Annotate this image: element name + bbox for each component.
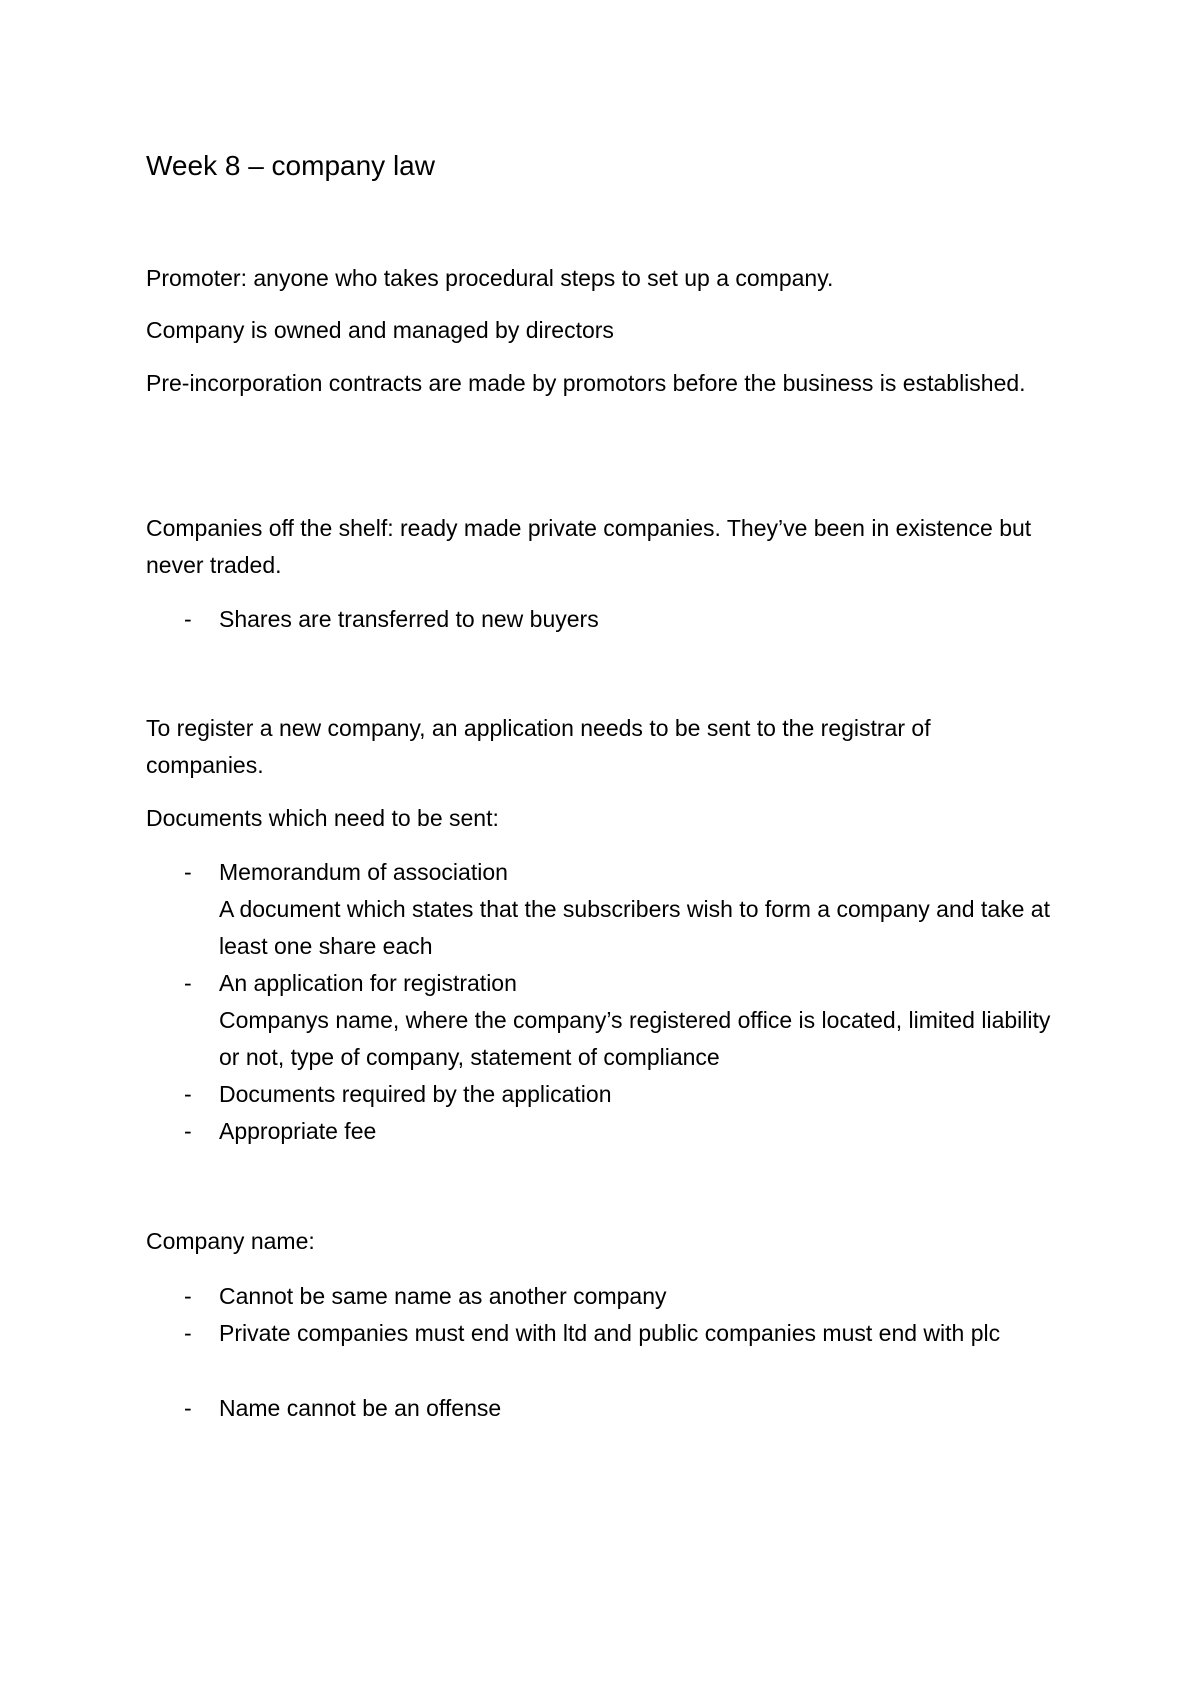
off-shelf-statement: Companies off the shelf: ready made private companies. They’ve been in existence but never traded.: [146, 515, 1032, 578]
bullet-heading: Memorandum of association: [219, 859, 508, 885]
bullet-dash: -: [184, 859, 192, 885]
bullet-detail: Companys name, where the company’s registered office is located, limited liability or not, type of company, statement of compliance: [219, 1007, 1051, 1070]
bullet-heading: Appropriate fee: [219, 1118, 377, 1144]
page-title: Week 8 – company law: [146, 150, 435, 181]
bullet-text: Private companies must end with ltd and public companies must end with plc: [219, 1320, 1001, 1346]
bullet-dash: -: [184, 606, 192, 632]
bullet-heading: An application for registration: [219, 970, 517, 996]
bullet-dash: -: [184, 970, 192, 996]
bullet-detail: A document which states that the subscribers wish to form a company and take at least one share each: [219, 896, 1050, 959]
company-name-heading: Company name:: [146, 1228, 315, 1254]
bullet-dash: -: [184, 1320, 192, 1346]
bullet-dash: -: [184, 1283, 192, 1309]
documents-heading: Documents which need to be sent:: [146, 805, 499, 831]
bullet-dash: -: [184, 1118, 192, 1144]
bullet-dash: -: [184, 1081, 192, 1107]
bullet-text: Shares are transferred to new buyers: [219, 606, 599, 632]
pre-incorporation-statement: Pre-incorporation contracts are made by promotors before the business is established.: [146, 370, 1026, 396]
bullet-dash: -: [184, 1395, 192, 1421]
bullet-text: Cannot be same name as another company: [219, 1283, 667, 1309]
register-statement: To register a new company, an application needs to be sent to the registrar of companies.: [146, 715, 931, 778]
bullet-text: Name cannot be an offense: [219, 1395, 502, 1421]
ownership-statement: Company is owned and managed by directors: [146, 317, 614, 343]
promoter-definition: Promoter: anyone who takes procedural steps to set up a company.: [146, 265, 834, 291]
bullet-heading: Documents required by the application: [219, 1081, 612, 1107]
